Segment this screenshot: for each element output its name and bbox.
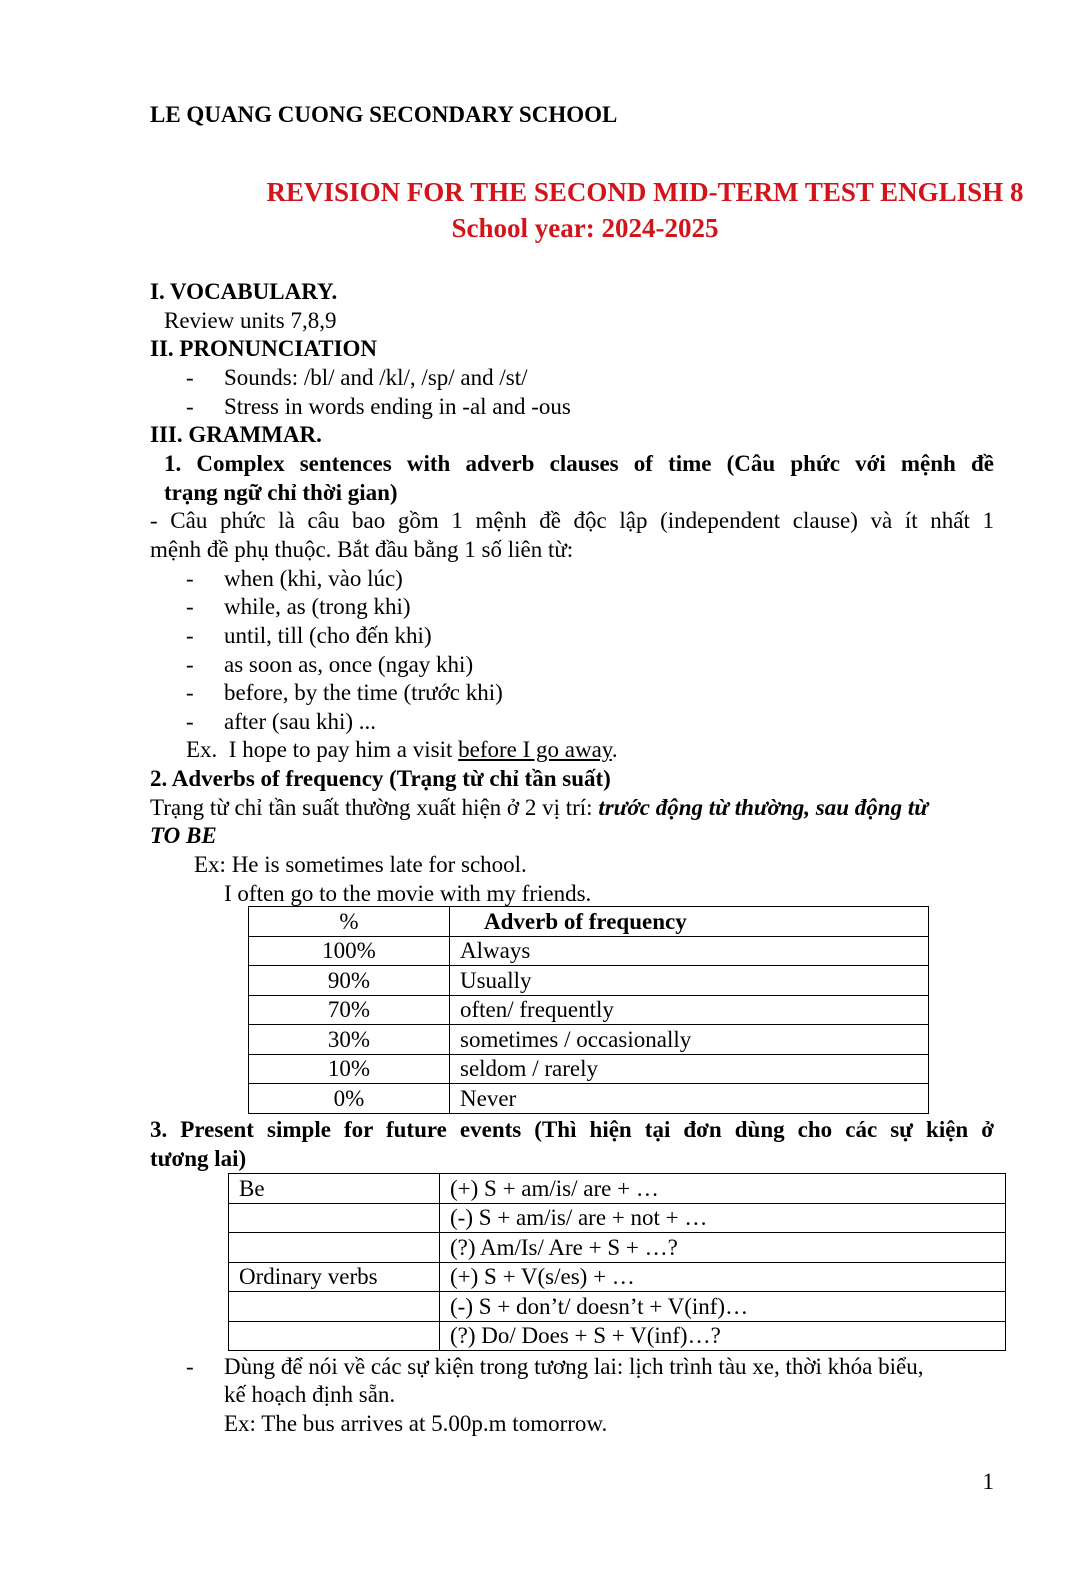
section2-example-1: Ex: He is sometimes late for school. xyxy=(194,852,527,877)
adverb-cell: Always xyxy=(450,936,929,966)
conjunction-item: after (sau khi) ... xyxy=(224,709,376,734)
example-underlined: before I go away xyxy=(458,737,612,762)
verb-type-cell xyxy=(229,1203,440,1233)
conjunction-item: while, as (trong khi) xyxy=(224,594,411,619)
section2-description-cont: TO BE xyxy=(150,823,217,848)
adverb-cell: Usually xyxy=(450,966,929,996)
verb-type-cell xyxy=(229,1233,440,1263)
bullet-dash: - xyxy=(186,1354,194,1379)
adverb-cell: often/ frequently xyxy=(450,995,929,1025)
table-row xyxy=(229,1174,1006,1204)
conjunction-item: until, till (cho đến khi) xyxy=(224,623,432,648)
present-simple-table xyxy=(228,1173,1006,1351)
pronunciation-item: Sounds: /bl/ and /kl/, /sp/ and /st/ xyxy=(224,365,528,390)
example-end: . xyxy=(611,737,618,762)
verb-type-cell: Be xyxy=(229,1174,440,1204)
adverb-cell: Never xyxy=(450,1084,929,1114)
table-row xyxy=(229,1233,1006,1263)
section1-description-cont: mệnh đề phụ thuộc. Bắt đầu bằng 1 số liên từ: xyxy=(150,537,574,562)
description-emphasis: trước động từ thường, sau động từ xyxy=(598,795,928,820)
bullet-dash: - xyxy=(186,709,194,734)
section1-title: 1. Complex sentences with adverb clauses of time (Câu phức với mệnh đề xyxy=(164,451,994,476)
structure-cell: (-) S + don’t/ doesn’t + V(inf)… xyxy=(440,1292,1006,1322)
percent-cell: 90% xyxy=(249,966,450,996)
bullet-dash: - xyxy=(186,594,194,619)
verb-type-cell: Ordinary verbs xyxy=(229,1262,440,1292)
percent-cell: 70% xyxy=(249,995,450,1025)
table-header-cell: Adverb of frequency xyxy=(450,907,929,937)
table-row xyxy=(249,1084,929,1114)
section2-title: 2. Adverbs of frequency (Trạng từ chỉ tần suất) xyxy=(150,766,611,791)
pronunciation-heading: II. PRONUNCIATION xyxy=(150,336,378,361)
table-row xyxy=(249,936,929,966)
school-year: School year: 2024-2025 xyxy=(451,213,719,243)
section2-example-2: I often go to the movie with my friends. xyxy=(224,881,592,906)
verb-type-cell xyxy=(229,1321,440,1351)
vocabulary-heading: I. VOCABULARY. xyxy=(150,279,338,304)
grammar-heading: III. GRAMMAR. xyxy=(150,422,322,447)
usage-text: Dùng để nói về các sự kiện trong tương lai: lịch trình tàu xe, thời khóa biểu, xyxy=(224,1354,924,1379)
table-row xyxy=(229,1292,1006,1322)
conjunction-item: when (khi, vào lúc) xyxy=(224,566,403,591)
bullet-dash: - xyxy=(186,394,194,419)
percent-cell: 0% xyxy=(249,1084,450,1114)
structure-cell: (?) Am/Is/ Are + S + …? xyxy=(440,1233,1006,1263)
structure-cell: (+) S + am/is/ are + … xyxy=(440,1174,1006,1204)
section1-title-cont: trạng ngữ chỉ thời gian) xyxy=(164,480,398,505)
school-name: LE QUANG CUONG SECONDARY SCHOOL xyxy=(150,102,618,127)
description-plain: Trạng từ chỉ tần suất thường xuất hiện ở 2 vị trí: xyxy=(150,795,599,820)
percent-cell: 10% xyxy=(249,1054,450,1084)
document-title: REVISION FOR THE SECOND MID-TERM TEST ENGLISH 8 xyxy=(266,177,1024,207)
table-header-row xyxy=(249,907,929,937)
section3-title: 3. Present simple for future events (Thì hiện tại đơn dùng cho các sự kiện ở xyxy=(150,1117,994,1142)
table-row xyxy=(249,1025,929,1055)
percent-cell: 30% xyxy=(249,1025,450,1055)
section3-example: Ex: The bus arrives at 5.00p.m tomorrow. xyxy=(224,1411,608,1436)
percent-cell: 100% xyxy=(249,936,450,966)
structure-cell: (-) S + am/is/ are + not + … xyxy=(440,1203,1006,1233)
table-row xyxy=(229,1262,1006,1292)
section1-description: - Câu phức là câu bao gồm 1 mệnh đề độc lập (independent clause) và ít nhất 1 xyxy=(150,508,994,533)
example-text: Ex. I hope to pay him a visit xyxy=(186,737,459,762)
structure-cell: (?) Do/ Does + S + V(inf)…? xyxy=(440,1321,1006,1351)
adverb-cell: seldom / rarely xyxy=(450,1054,929,1084)
vocabulary-text: Review units 7,8,9 xyxy=(164,308,337,333)
page-number: 1 xyxy=(982,1469,994,1494)
usage-text-cont: kế hoạch định sẵn. xyxy=(224,1382,396,1407)
bullet-dash: - xyxy=(186,566,194,591)
table-row xyxy=(229,1203,1006,1233)
table-row xyxy=(249,995,929,1025)
verb-type-cell xyxy=(229,1292,440,1322)
section1-example xyxy=(186,735,618,764)
bullet-dash: - xyxy=(186,365,194,390)
bullet-dash: - xyxy=(186,623,194,648)
conjunction-item: before, by the time (trước khi) xyxy=(224,680,503,705)
bullet-dash: - xyxy=(186,652,194,677)
table-row xyxy=(249,966,929,996)
section3-title-cont: tương lai) xyxy=(150,1146,247,1171)
table-header-cell: % xyxy=(249,907,450,937)
table-row xyxy=(249,1054,929,1084)
structure-cell: (+) S + V(s/es) + … xyxy=(440,1262,1006,1292)
conjunction-item: as soon as, once (ngay khi) xyxy=(224,652,474,677)
pronunciation-item: Stress in words ending in -al and -ous xyxy=(224,394,571,419)
bullet-dash: - xyxy=(186,680,194,705)
table-row xyxy=(229,1321,1006,1351)
adverb-cell: sometimes / occasionally xyxy=(450,1025,929,1055)
section2-description xyxy=(150,793,928,822)
frequency-table xyxy=(248,906,929,1114)
